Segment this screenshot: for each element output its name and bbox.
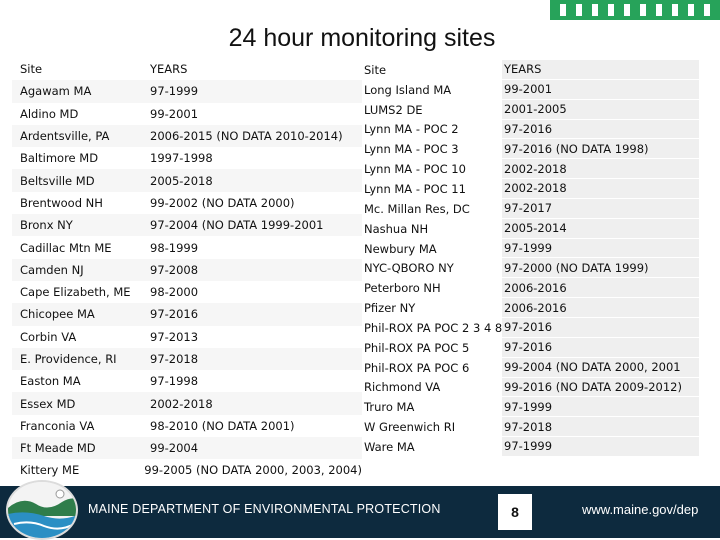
years-cell: 2002-2018 bbox=[502, 159, 699, 179]
years-cell: 97-2013 bbox=[150, 329, 199, 344]
site-cell: W Greenwich RI bbox=[362, 417, 502, 437]
years-cell: 98-2000 bbox=[150, 285, 199, 300]
site-cell: Long Island MA bbox=[362, 80, 502, 100]
years-cell: 99-2005 (NO DATA 2000, 2003, 2004) bbox=[144, 463, 362, 478]
top-accent-bar bbox=[0, 0, 720, 20]
site-cell: Cadillac Mtn ME bbox=[20, 240, 112, 255]
years-cell: 2006-2016 bbox=[502, 278, 699, 298]
header-site: Site bbox=[20, 62, 43, 77]
table-row bbox=[362, 417, 699, 437]
table-row bbox=[362, 139, 699, 159]
site-cell: LUMS2 DE bbox=[362, 100, 502, 120]
years-cell: 2006-2016 bbox=[502, 298, 699, 318]
site-cell: Lynn MA - POC 2 bbox=[362, 120, 502, 140]
table-row bbox=[12, 370, 362, 392]
years-cell: 2005-2018 bbox=[150, 173, 213, 188]
site-cell: Cape Elizabeth, ME bbox=[20, 285, 131, 300]
table-row bbox=[362, 298, 699, 318]
table-header-row bbox=[12, 58, 362, 80]
site-cell: Easton MA bbox=[20, 374, 81, 389]
site-cell: Newbury MA bbox=[362, 239, 502, 259]
table-row bbox=[12, 392, 362, 414]
years-cell: 97-2016 (NO DATA 1998) bbox=[502, 139, 699, 159]
table-row bbox=[362, 378, 699, 398]
years-cell: 2001-2005 bbox=[502, 100, 699, 120]
maine-dep-logo-icon bbox=[6, 480, 78, 540]
site-cell: Phil-ROX PA POC 2 3 4 8 bbox=[362, 318, 502, 338]
table-row bbox=[362, 239, 699, 259]
table-row bbox=[362, 219, 699, 239]
years-cell: 97-2018 bbox=[502, 417, 699, 437]
table-row bbox=[12, 236, 362, 258]
table-row bbox=[362, 100, 699, 120]
table-row bbox=[12, 415, 362, 437]
years-cell: 98-2010 (NO DATA 2001) bbox=[150, 418, 295, 433]
table-row bbox=[12, 259, 362, 281]
years-cell: 97-2016 bbox=[502, 338, 699, 358]
site-cell: Chicopee MA bbox=[20, 307, 95, 322]
years-cell: 99-2004 bbox=[150, 441, 199, 456]
table-row bbox=[362, 80, 699, 100]
site-cell: Baltimore MD bbox=[20, 151, 99, 166]
years-cell: 97-2016 bbox=[150, 307, 199, 322]
green-stripe bbox=[550, 0, 720, 20]
table-header-row bbox=[362, 60, 699, 80]
table-row bbox=[362, 318, 699, 338]
slide-title: 24 hour monitoring sites bbox=[228, 24, 496, 52]
footer bbox=[0, 478, 720, 540]
site-cell: Richmond VA bbox=[362, 378, 502, 398]
site-cell: Lynn MA - POC 3 bbox=[362, 139, 502, 159]
table-row bbox=[362, 258, 699, 278]
site-cell: Peterboro NH bbox=[362, 278, 502, 298]
site-cell: Ware MA bbox=[362, 437, 502, 457]
years-cell: 99-2004 (NO DATA 2000, 2001 bbox=[502, 358, 699, 378]
left-sites-table bbox=[12, 58, 362, 482]
years-cell: 97-1999 bbox=[502, 397, 699, 417]
site-cell: Pfizer NY bbox=[362, 298, 502, 318]
table-row bbox=[362, 278, 699, 298]
header-years: YEARS bbox=[150, 62, 188, 77]
site-cell: Kittery ME bbox=[20, 463, 80, 478]
years-cell: 2002-2018 bbox=[502, 179, 699, 199]
site-cell: NYC-QBORO NY bbox=[362, 258, 502, 278]
site-cell: Franconia VA bbox=[20, 418, 95, 433]
years-cell: 97-2000 (NO DATA 1999) bbox=[502, 258, 699, 278]
table-row bbox=[362, 199, 699, 219]
years-cell: 1997-1998 bbox=[150, 151, 213, 166]
table-row bbox=[12, 192, 362, 214]
site-cell: Phil-ROX PA POC 5 bbox=[362, 338, 502, 358]
site-cell: E. Providence, RI bbox=[20, 352, 117, 366]
table-row bbox=[12, 169, 362, 191]
table-row bbox=[12, 147, 362, 169]
site-cell: Nashua NH bbox=[362, 219, 502, 239]
years-cell: 99-2002 (NO DATA 2000) bbox=[150, 195, 295, 210]
site-cell: Aldino MD bbox=[20, 106, 79, 121]
years-cell: 97-2008 bbox=[150, 262, 199, 277]
table-row bbox=[362, 159, 699, 179]
years-cell: 2002-2018 bbox=[150, 396, 213, 411]
table-row bbox=[12, 80, 362, 102]
site-cell: Ft Meade MD bbox=[20, 441, 96, 456]
years-cell: 97-2016 bbox=[502, 318, 699, 338]
table-row bbox=[12, 103, 362, 125]
table-row bbox=[362, 358, 699, 378]
table-row bbox=[12, 326, 362, 348]
years-cell: 98-1999 bbox=[150, 240, 199, 255]
table-row bbox=[12, 125, 362, 147]
years-cell: 97-1999 bbox=[502, 437, 699, 457]
site-cell: Lynn MA - POC 10 bbox=[362, 159, 502, 179]
site-cell: Brentwood NH bbox=[20, 195, 103, 210]
table-row bbox=[12, 214, 362, 236]
years-cell: 97-2017 bbox=[502, 199, 699, 219]
site-cell: Agawam MA bbox=[20, 84, 92, 99]
table-row bbox=[362, 120, 699, 140]
site-cell: Bronx NY bbox=[20, 218, 73, 233]
years-cell: 99-2016 (NO DATA 2009-2012) bbox=[502, 378, 699, 398]
footer-url-link[interactable]: www.maine.gov/dep bbox=[582, 502, 699, 517]
footer-org-name: MAINE DEPARTMENT OF ENVIRONMENTAL PROTECTION bbox=[88, 502, 441, 516]
site-cell: Phil-ROX PA POC 6 bbox=[362, 358, 502, 378]
site-cell: Mc. Millan Res, DC bbox=[362, 199, 502, 219]
site-cell: Truro MA bbox=[362, 397, 502, 417]
years-cell: 2005-2014 bbox=[502, 219, 699, 239]
years-cell: 97-1998 bbox=[150, 374, 199, 389]
years-cell: 97-2004 (NO DATA 1999-2001 bbox=[150, 218, 324, 233]
years-cell: 97-1999 bbox=[502, 239, 699, 259]
site-cell: Lynn MA - POC 11 bbox=[362, 179, 502, 199]
page-number: 8 bbox=[498, 494, 532, 530]
table-row bbox=[362, 437, 699, 457]
years-cell: 2006-2015 (NO DATA 2010-2014) bbox=[150, 129, 343, 144]
header-site: Site bbox=[362, 60, 502, 80]
years-cell: 99-2001 bbox=[502, 80, 699, 100]
site-cell: Ardentsville, PA bbox=[20, 129, 110, 144]
table-row bbox=[12, 437, 362, 459]
table-row bbox=[12, 303, 362, 325]
table-row bbox=[362, 179, 699, 199]
site-cell: Camden NJ bbox=[20, 262, 84, 277]
site-cell: Beltsville MD bbox=[20, 173, 95, 188]
table-row bbox=[12, 348, 362, 370]
table-row bbox=[12, 281, 362, 303]
header-years: YEARS bbox=[502, 60, 699, 80]
table-row bbox=[362, 338, 699, 358]
years-cell: 97-1999 bbox=[150, 84, 199, 99]
years-cell: 97-2016 bbox=[502, 120, 699, 140]
site-cell: Essex MD bbox=[20, 396, 76, 411]
right-sites-table bbox=[362, 60, 699, 457]
site-cell: Corbin VA bbox=[20, 329, 77, 344]
table-row bbox=[362, 397, 699, 417]
years-cell: 97-2018 bbox=[150, 352, 199, 366]
years-cell: 99-2001 bbox=[150, 106, 199, 121]
